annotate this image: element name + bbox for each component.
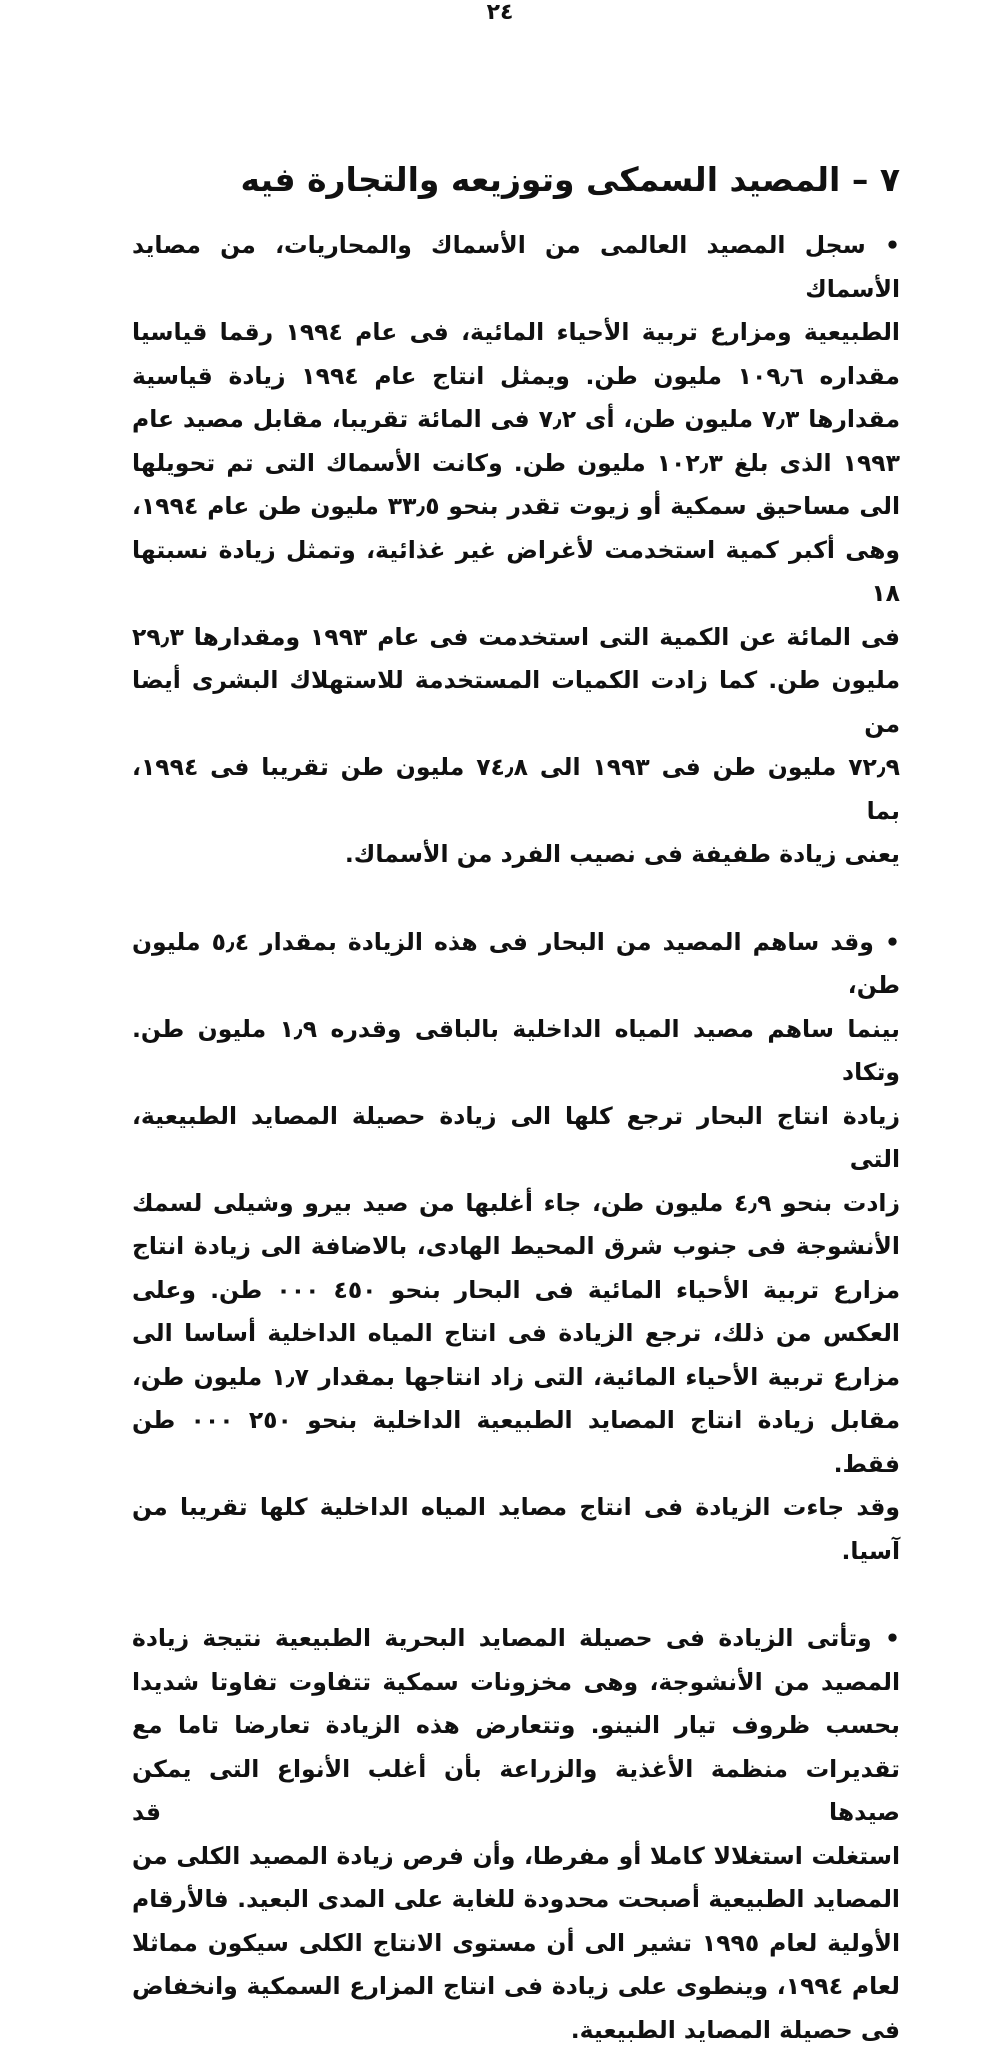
paragraph-1 — [132, 224, 900, 877]
bullet-icon: • — [885, 1624, 900, 1652]
line-text: سجل المصيد العالمى من الأسماك والمحاريات، من مصايد الأسماك — [132, 231, 900, 303]
text-line: الطبيعية ومزارع تربية الأحياء المائية، فى عام ١٩٩٤ رقما قياسيا — [132, 311, 900, 355]
text-line: مقدارها ٧٫٣ مليون طن، أى ٧٫٢ فى المائة تقريبا، مقابل مصيد عام — [132, 398, 900, 442]
text-line: وهى أكبر كمية استخدمت لأغراض غير غذائية، وتمثل زيادة نسبتها ١٨ — [132, 529, 900, 616]
text-line: المصايد الطبيعية أصبحت محدودة للغاية على المدى البعيد. فالأرقام — [132, 1878, 900, 1922]
section-heading: ٧ – المصيد السمكى وتوزيعه والتجارة فيه — [100, 152, 900, 208]
paragraph-2 — [132, 921, 900, 1574]
text-line: استغلت استغلالا كاملا أو مفرطا، وأن فرص زيادة المصيد الكلى من — [132, 1835, 900, 1879]
page-number: ٢٤ — [0, 0, 1000, 26]
text-line: العكس من ذلك، ترجع الزيادة فى انتاج المياه الداخلية أساسا الى — [132, 1312, 900, 1356]
text-line: الأولية لعام ١٩٩٥ تشير الى أن مستوى الانتاج الكلى سيكون مماثلا — [132, 1922, 900, 1966]
text-line — [132, 921, 900, 1008]
text-line — [132, 224, 900, 311]
line-text: وقد ساهم المصيد من البحار فى هذه الزيادة بمقدار ٥٫٤ مليون طن، — [132, 928, 900, 1000]
paragraph-3 — [132, 1617, 900, 2052]
bullet-icon: • — [885, 231, 900, 259]
text-line: لعام ١٩٩٤، وينطوى على زيادة فى انتاج المزارع السمكية وانخفاض — [132, 1965, 900, 2009]
text-line: ٧٢٫٩ مليون طن فى ١٩٩٣ الى ٧٤٫٨ مليون طن تقريبا فى ١٩٩٤، بما — [132, 746, 900, 833]
text-line: الى مساحيق سمكية أو زيوت تقدر بنحو ٣٣٫٥ مليون طن عام ١٩٩٤، — [132, 485, 900, 529]
line-text: وتأتى الزيادة فى حصيلة المصايد البحرية الطبيعية نتيجة زيادة — [132, 1624, 872, 1652]
text-line — [132, 1617, 900, 1661]
text-line: مزارع تربية الأحياء المائية، التى زاد انتاجها بمقدار ١٫٧ مليون طن، — [132, 1356, 900, 1400]
text-line: بينما ساهم مصيد المياه الداخلية بالباقى وقدره ١٫٩ مليون طن. وتكاد — [132, 1008, 900, 1095]
text-line: يعنى زيادة طفيفة فى نصيب الفرد من الأسماك. — [132, 833, 900, 877]
text-line: مقابل زيادة انتاج المصايد الطبيعية الداخلية بنحو ٢٥٠ ٠٠٠ طن فقط. — [132, 1399, 900, 1486]
text-line: فى المائة عن الكمية التى استخدمت فى عام ١٩٩٣ ومقدارها ٢٩٫٣ — [132, 616, 900, 660]
text-line: مقداره ١٠٩٫٦ مليون طن. ويمثل انتاج عام ١٩٩٤ زيادة قياسية — [132, 355, 900, 399]
text-line: مليون طن. كما زادت الكميات المستخدمة للاستهلاك البشرى أيضا من — [132, 659, 900, 746]
text-line: مزارع تربية الأحياء المائية فى البحار بنحو ٤٥٠ ٠٠٠ طن. وعلى — [132, 1269, 900, 1313]
bullet-icon: • — [885, 928, 900, 956]
text-line: زيادة انتاج البحار ترجع كلها الى زيادة حصيلة المصايد الطبيعية، التى — [132, 1095, 900, 1182]
text-line: بحسب ظروف تيار النينو. وتتعارض هذه الزيادة تعارضا تاما مع — [132, 1704, 900, 1748]
text-line: تقديرات منظمة الأغذية والزراعة بأن أغلب الأنواع التى يمكن صيدها قد — [132, 1748, 900, 1835]
text-line: فى حصيلة المصايد الطبيعية. — [132, 2009, 900, 2052]
text-line: المصيد من الأنشوجة، وهى مخزونات سمكية تتفاوت تفاوتا شديدا — [132, 1661, 900, 1705]
text-line: زادت بنحو ٤٫٩ مليون طن، جاء أغلبها من صيد بيرو وشيلى لسمك — [132, 1182, 900, 1226]
text-line: ١٩٩٣ الذى بلغ ١٠٢٫٣ مليون طن. وكانت الأسماك التى تم تحويلها — [132, 442, 900, 486]
text-line: الأنشوجة فى جنوب شرق المحيط الهادى، بالاضافة الى زيادة انتاج — [132, 1225, 900, 1269]
text-line: وقد جاءت الزيادة فى انتاج مصايد المياه الداخلية كلها تقريبا من آسيا. — [132, 1486, 900, 1573]
